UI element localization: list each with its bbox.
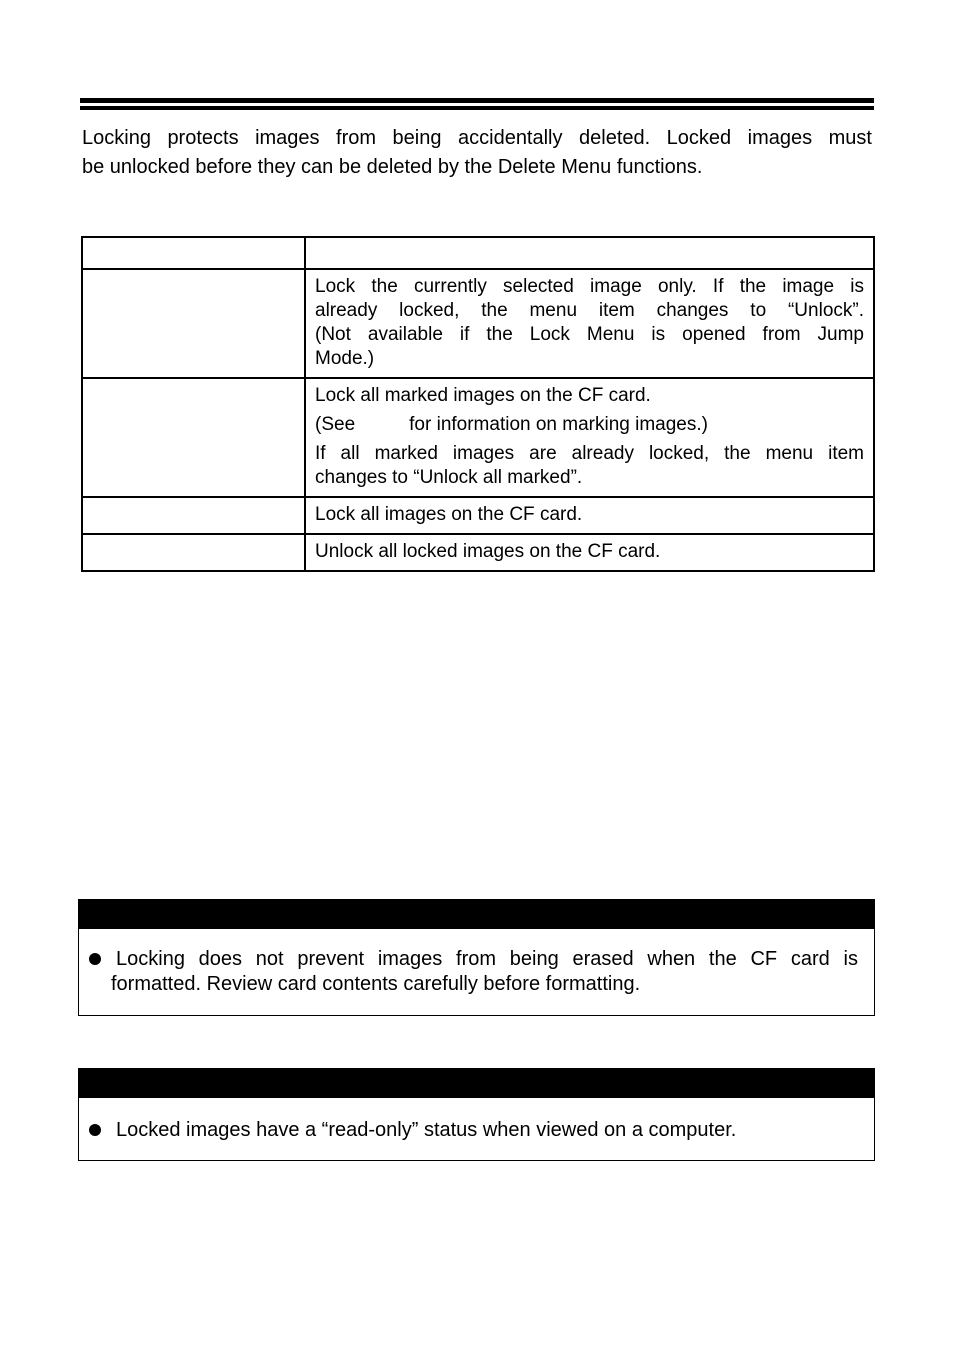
caution-box: Locking does not prevent images from being erased when the CF card is formatted. Review card contents carefully before formatting. [78,899,875,1016]
bullet-icon [89,953,101,965]
option-cell [82,269,305,378]
table-row [82,378,874,497]
section-rule-thin [80,106,874,110]
description-text: Lock all marked images on the CF card. [315,385,651,406]
table-row [82,269,874,378]
caution-title-bar [79,900,874,929]
description-cell [305,378,874,497]
table-row [82,497,874,534]
description-text: (See for information on marking images.) [315,414,708,435]
table-row [82,534,874,571]
intro-line: Locking protects images from being accidentally deleted. Locked images must [82,127,872,149]
description-cell: Lock all images on the CF card. [305,497,874,534]
description-cell: Lock the currently selected image only. If the image is already locked, the menu item changes to “Unlock”. (Not available if the Lock Menu is opened from Jump Mode.) [305,269,874,378]
description-text: If all marked images are already locked, the menu item changes to “Unlock all marked”. [315,443,864,488]
table-header-cell [305,237,874,269]
table-header-row [82,237,874,269]
intro-line: be unlocked before they can be deleted by the Delete Menu functions. [82,156,703,178]
option-cell [82,534,305,571]
note-title-bar [79,1069,874,1098]
list-item: Locked images have a “read-only” status when viewed on a computer. [89,1118,858,1143]
bullet-icon [89,1124,101,1136]
description-cell: Unlock all locked images on the CF card. [305,534,874,571]
list-item: Locking does not prevent images from being erased when the CF card is [89,947,858,972]
note-box [78,1068,875,1161]
intro-paragraph [82,124,872,182]
table-header-cell [82,237,305,269]
lock-menu-table [81,236,875,572]
section-rule-thick [80,98,874,103]
option-cell [82,497,305,534]
option-cell [82,378,305,497]
